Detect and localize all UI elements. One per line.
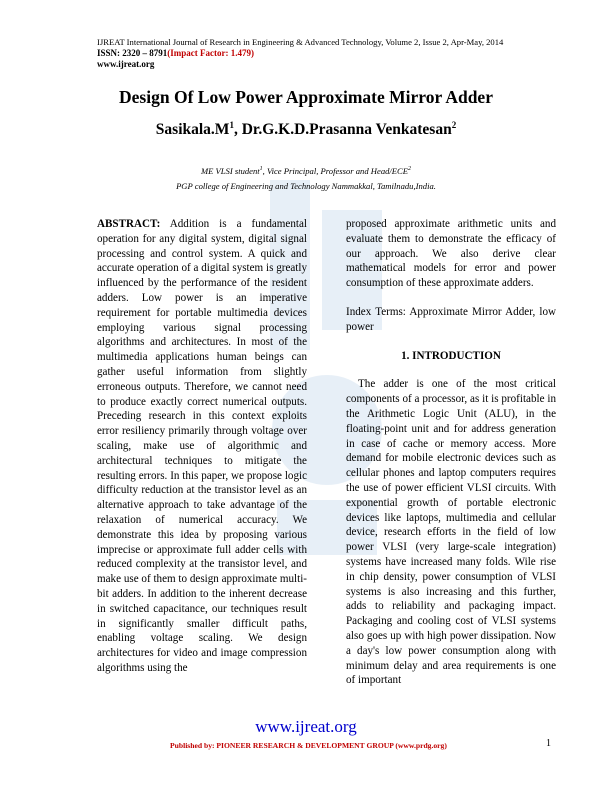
author-1-sup: 1 xyxy=(229,120,234,130)
issn-line xyxy=(97,48,254,58)
affiliation-institution: PGP college of Engineering and Technology Nammakkal, Tamilnadu,India. xyxy=(176,181,436,191)
journal-header-line: IJREAT International Journal of Research in Engineering & Advanced Technology, Volume 2, Issue 2, Apr-May, 2014 xyxy=(97,37,504,47)
index-terms: Index Terms: Approximate Mirror Adder, low power xyxy=(346,305,556,333)
abstract-label: ABSTRACT: xyxy=(97,218,161,230)
impact-factor: (Impact Factor: 1.479) xyxy=(167,48,254,58)
affiliation-role-1: ME VLSI student xyxy=(200,166,260,176)
paper-title: Design Of Low Power Approximate Mirror Adder xyxy=(119,87,493,107)
author-1: Sasikala.M xyxy=(155,121,230,139)
affiliation-role-2: , Vice Principal, Professor and Head/ECE xyxy=(262,166,409,176)
page-number: 1 xyxy=(546,738,551,749)
section-heading-introduction: 1. INTRODUCTION xyxy=(401,349,501,362)
author-2-sup: 2 xyxy=(451,120,457,130)
issn: ISSN: 2320 – 8791 xyxy=(97,48,168,58)
footer-publisher: Published by: PIONEER RESEARCH & DEVELOPMENT GROUP (www.prdg.org) xyxy=(170,741,447,750)
journal-website: www.ijreat.org xyxy=(97,59,155,69)
affiliation-sup-2: 2 xyxy=(408,166,412,173)
abstract-paragraph xyxy=(97,217,307,676)
left-column xyxy=(97,217,307,676)
author-separator: , xyxy=(233,121,242,139)
right-column xyxy=(346,217,556,688)
affiliation-sup-1: 1 xyxy=(259,166,263,173)
author-list xyxy=(0,120,612,139)
affiliation-roles xyxy=(0,166,612,176)
abstract-text-left: Addition is a fundamental operation for any digital system, digital signal processing and control system. A quick and accurate operation of a digital system is greatly influenced by the performance of the resident adders. Low power is an imperative requirement for portable multimedia devices employing various signal processing algorithms and architectures. In most of the multimedia applications human beings can gather useful information from slightly erroneous outputs. Therefore, we cannot need to produce exactly correct numerical outputs. Preceding research in this context exploits error resiliency primarily through voltage over scaling, make use of algorithmic and architectural techniques to mitigate the resulting errors. In this paper, we propose logic difficulty reduction at the transistor level as an alternative approach to take advantage of the relaxation of numerical accuracy. We demonstrate this idea by proposing various imprecise or approximate full adder cells with reduced complexity at the transistor level, and make use of them to design approximate multi-bit adders. In addition to the inherent decrease in switched capacitance, our techniques result in significantly smaller difficult paths, enabling voltage scaling. We design architectures for video and image compression algorithms using the xyxy=(97,218,307,674)
footer-url[interactable]: www.ijreat.org xyxy=(255,717,357,736)
introduction-paragraph: The adder is one of the most critical components of a processor, as it is profitable in the Arithmetic Logic Unit (ALU), in the floating-point unit and for address generation in case of cache or memory access. More demand for mobile electronic devices such as cellular phones and laptop computers requires the use of power efficient VLSI circuits. With exponential growth of portable electronic devices like laptops, multimedia and cellular device, research efforts in the field of low power VLSI (very large-scale integration) systems have increased many folds. Wile rise in chip density, power consumption of VLSI systems is also increasing and this further, adds to reliability and packaging impact. Packaging and cooling cost of VLSI systems also goes up with high power dissipation. Now a day's low power consumption along with minimum delay and area requirements is one of important xyxy=(346,378,556,687)
abstract-continuation: proposed approximate arithmetic units and evaluate them to demonstrate the efficacy of our approach. We also derive clear mathematical models for error and power consumption of these approximate adders. xyxy=(346,218,556,290)
author-2: Dr.G.K.D.Prasanna Venkatesan xyxy=(241,121,452,139)
